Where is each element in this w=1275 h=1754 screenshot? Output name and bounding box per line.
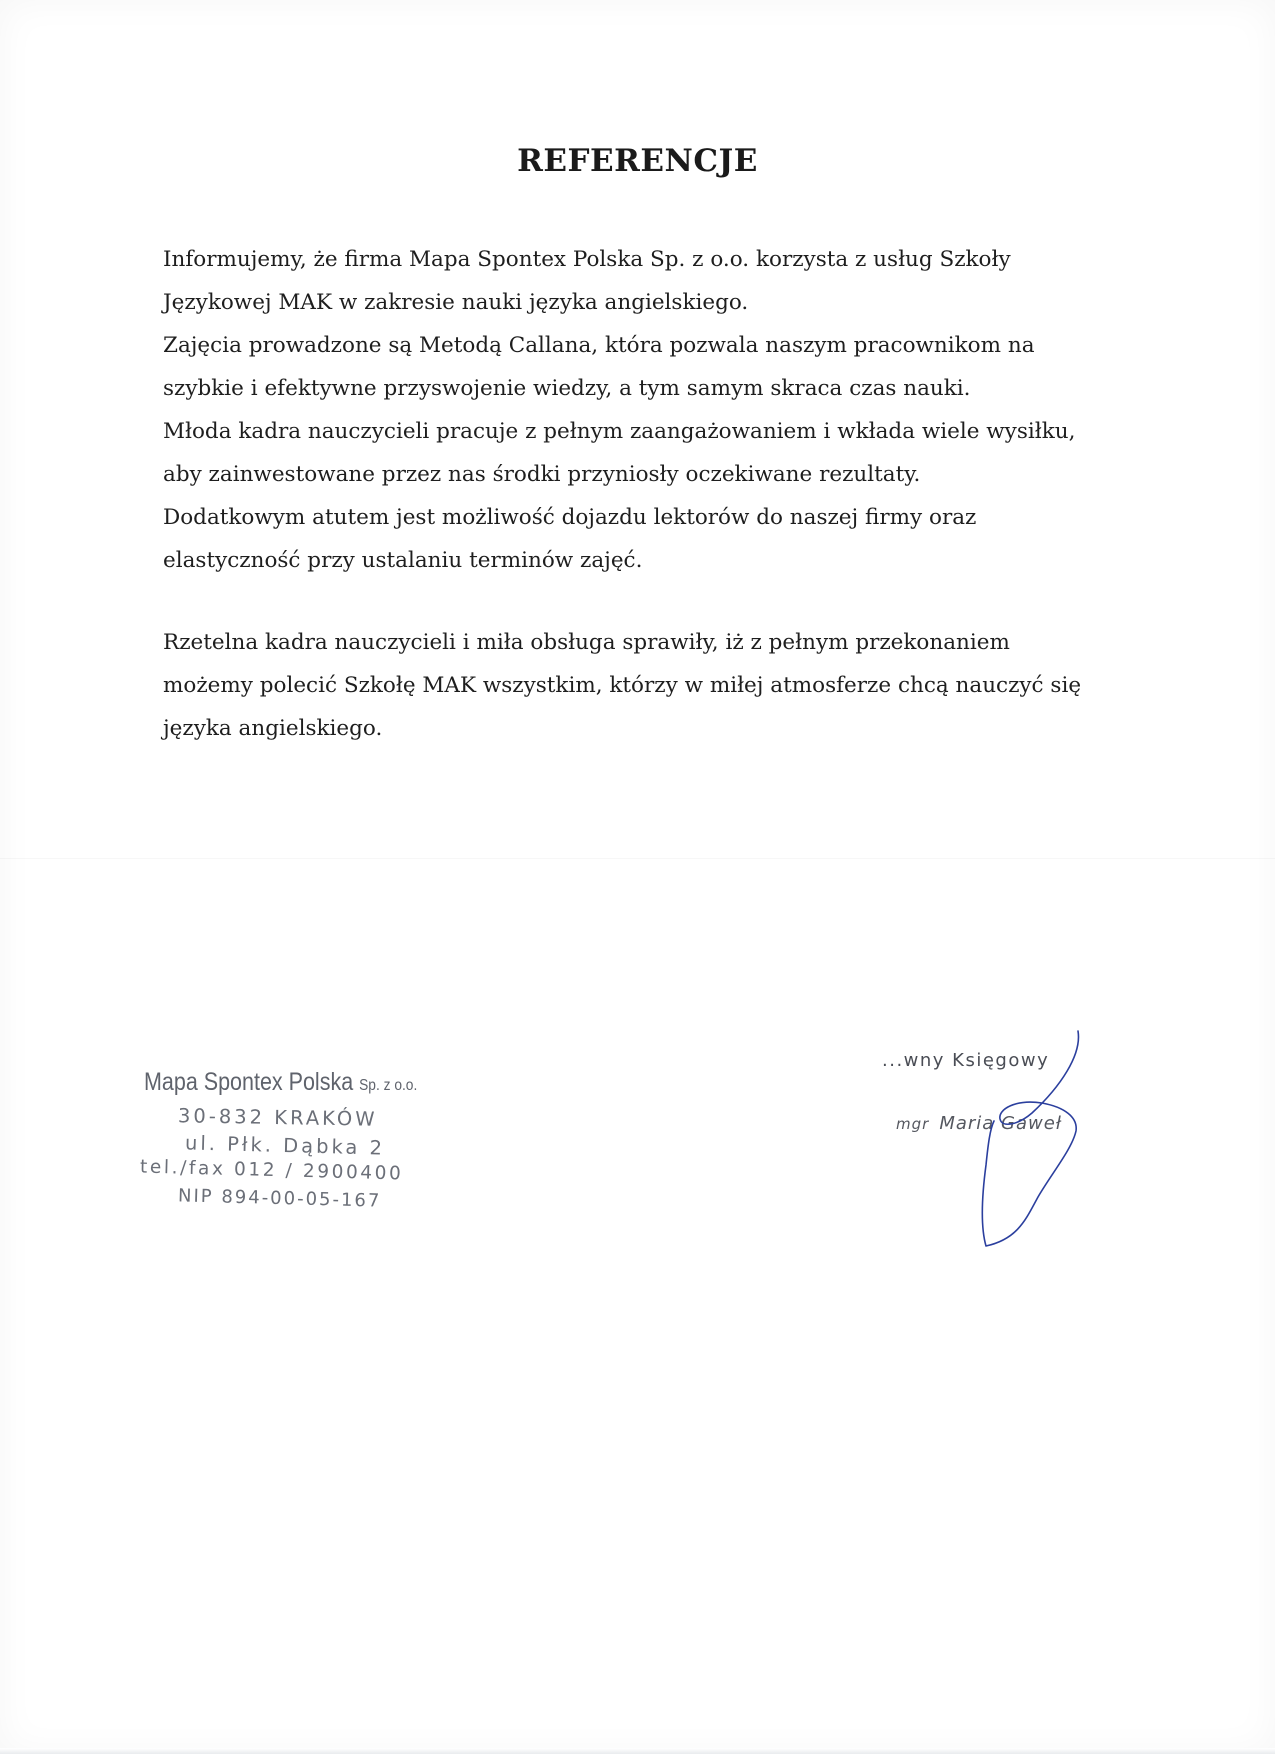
text-line: Młoda kadra nauczycieli pracuje z pełnym zaangażowaniem i wkłada wiele wysiłku, xyxy=(163,419,1076,444)
scan-edge xyxy=(0,1748,1275,1754)
text-line: elastyczność przy ustalaniu terminów zajęć. xyxy=(163,548,643,573)
stamp-street: ul. Płk. Dąbka 2 xyxy=(184,1131,386,1160)
stamp-company-name: Mapa Spontex Polska xyxy=(144,1068,354,1096)
signatory-prefix: mgr xyxy=(896,1115,930,1133)
text-line: języka angielskiego. xyxy=(163,716,383,741)
stamp-company-suffix: Sp. z o.o. xyxy=(359,1077,418,1094)
text-line: szybkie i efektywne przyswojenie wiedzy, a tym samym skraca czas nauki. xyxy=(163,376,971,401)
signatory-title: ...wny Księgowy xyxy=(882,1050,1050,1071)
text-line: Dodatkowym atutem jest możliwość dojazdu lektorów do naszej firmy oraz xyxy=(163,505,977,530)
stamp-nip: NIP 894-00-05-167 xyxy=(177,1185,382,1212)
paragraph-main xyxy=(163,238,1123,582)
stamp-city: 30-832 KRAKÓW xyxy=(177,1104,378,1131)
paragraph-recommendation xyxy=(163,621,1123,750)
stamp-company xyxy=(144,1068,417,1097)
text-line: Rzetelna kadra nauczycieli i miła obsługa sprawiły, iż z pełnym przekonaniem xyxy=(163,630,1010,655)
text-line: aby zainwestowane przez nas środki przyniosły oczekiwane rezultaty. xyxy=(163,462,921,487)
text-line: Informujemy, że firma Mapa Spontex Polska Sp. z o.o. korzysta z usług Szkoły xyxy=(163,247,1011,272)
text-line: Językowej MAK w zakresie nauki języka angielskiego. xyxy=(163,290,749,315)
fold-line xyxy=(0,858,1275,859)
stamp-phone: tel./fax 012 / 2900400 xyxy=(139,1156,404,1185)
document-title: REFERENCJE xyxy=(517,143,758,179)
text-line: Zajęcia prowadzone są Metodą Callana, która pozwala naszym pracownikom na xyxy=(163,333,1035,358)
text-line: możemy polecić Szkołę MAK wszystkim, którzy w miłej atmosferze chcą nauczyć się xyxy=(163,673,1082,698)
handwritten-signature xyxy=(960,1025,1100,1255)
signatory-name: Maria Gaweł xyxy=(939,1113,1062,1134)
